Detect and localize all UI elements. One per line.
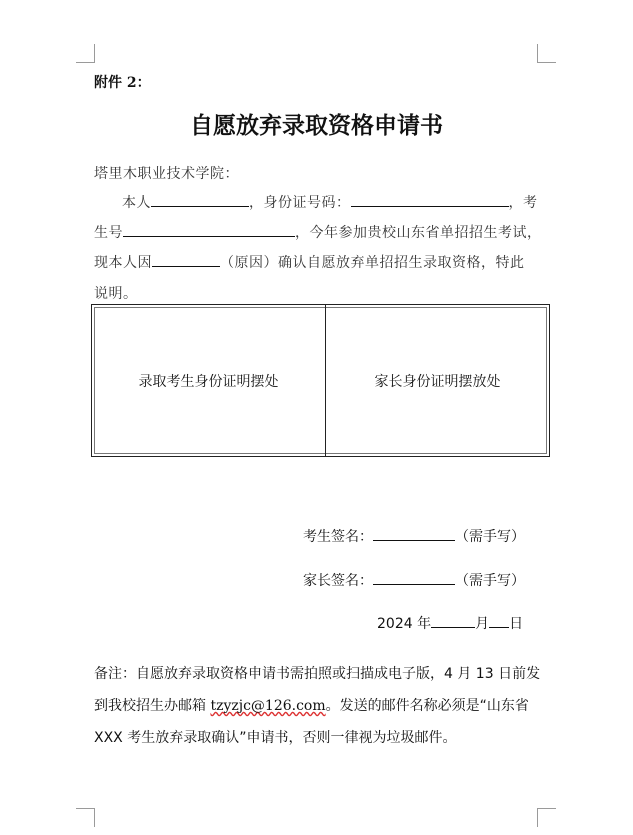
reason-blank[interactable] xyxy=(152,252,220,267)
date-month-blank[interactable] xyxy=(431,613,475,628)
remarks-note xyxy=(94,658,544,754)
date-year: 2024 年 xyxy=(377,616,432,632)
student-signature-label: 考生签名： xyxy=(303,529,373,545)
parent-signature-blank[interactable] xyxy=(373,570,455,585)
student-signature-line xyxy=(303,526,525,546)
email-address: tzyzjc@126.com xyxy=(210,698,326,714)
page-corner-mark xyxy=(76,808,95,827)
label-text: ，身份证号码： xyxy=(249,195,351,211)
label-text: ，今年参加贵校山东省单招招生考试， xyxy=(295,225,542,241)
body-line-name-id xyxy=(122,192,538,212)
attachment-label: 附件 2： xyxy=(94,75,151,91)
student-id-proof-cell: 录取考生身份证明摆处 xyxy=(138,373,279,390)
id-number-blank[interactable] xyxy=(351,192,509,207)
parent-signature-label: 家长签名： xyxy=(303,573,373,589)
label-text: 生号 xyxy=(94,225,123,241)
label-text: （原因）确认自愿放弃单招招生录取资格，特此 xyxy=(220,255,525,271)
date-line xyxy=(377,613,523,633)
label-text: 本人 xyxy=(122,195,151,211)
page-corner-mark xyxy=(537,808,556,827)
label-text: ，考 xyxy=(508,195,538,211)
label-text: 现本人因 xyxy=(94,255,152,271)
page-corner-mark xyxy=(537,44,556,63)
note-text: 。发送的邮件名称必须是“山东省 XXX 考生放弃录取确认”申请书，否则一律视为垃圾邮件。 xyxy=(94,698,529,746)
id-proof-table xyxy=(91,304,550,457)
parent-signature-note: （需手写） xyxy=(455,573,525,589)
date-day-blank[interactable] xyxy=(489,613,509,628)
student-signature-blank[interactable] xyxy=(373,526,455,541)
body-line-reason xyxy=(94,252,525,272)
page-corner-mark xyxy=(76,44,95,63)
body-line-exam-number xyxy=(94,222,542,242)
parent-signature-line xyxy=(303,570,525,590)
page-title: 自愿放弃录取资格申请书 xyxy=(190,113,443,139)
name-blank[interactable] xyxy=(151,192,249,207)
note-text: 备注：自愿放弃录取资格申请书需拍照或扫描成电子版，4 月 13 日前发到我校招生办邮箱 xyxy=(94,666,541,714)
student-signature-note: （需手写） xyxy=(455,529,525,545)
exam-number-blank[interactable] xyxy=(123,222,295,237)
body-line-end: 说明。 xyxy=(94,286,138,302)
date-day-label: 日 xyxy=(509,616,524,632)
date-month-label: 月 xyxy=(475,616,490,632)
addressee: 塔里木职业技术学院： xyxy=(94,166,239,182)
parent-id-proof-cell: 家长身份证明摆放处 xyxy=(374,373,501,390)
